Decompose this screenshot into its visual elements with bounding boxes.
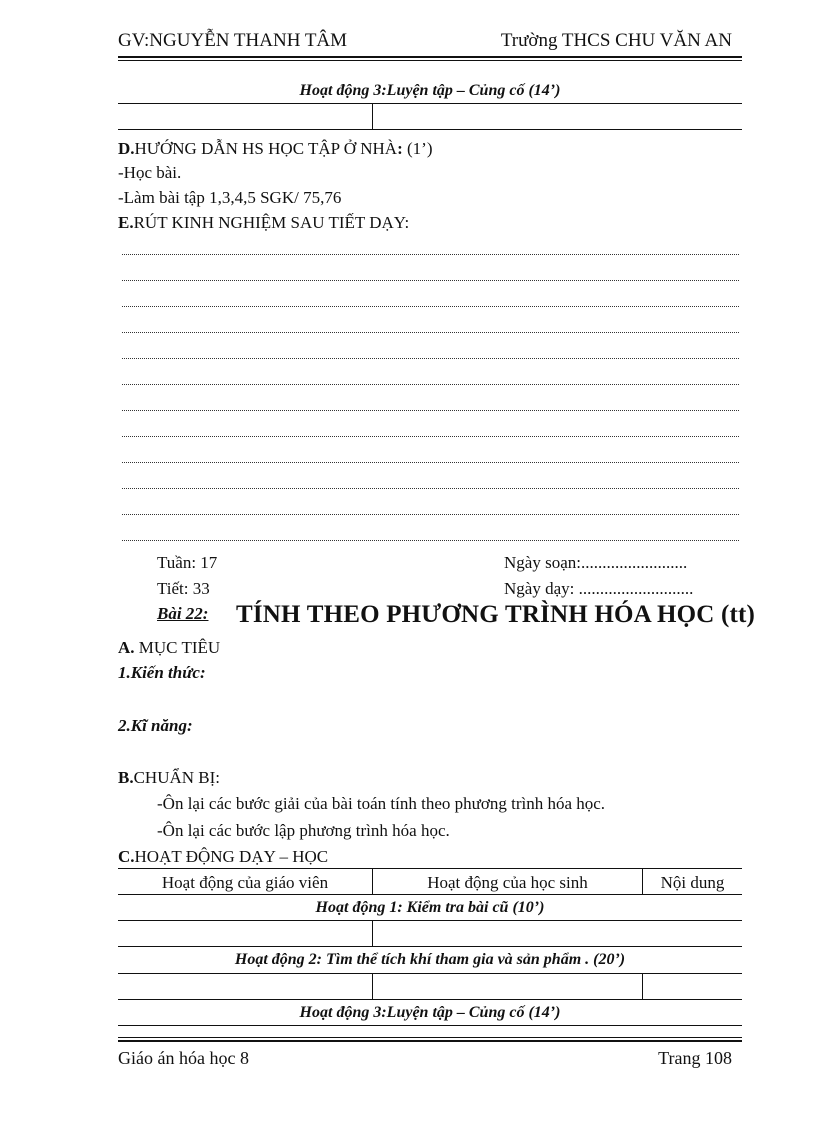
prep-date: Ngày soạn:......................... [504, 553, 688, 572]
dotted-line [122, 254, 739, 255]
section-e-letter: E. [118, 213, 134, 232]
header-rule-thick [118, 56, 742, 58]
header-rule-thin [118, 60, 742, 61]
dotted-line [122, 436, 739, 437]
dotted-line [122, 280, 739, 281]
dotted-line [122, 462, 739, 463]
section-d-colon: : [397, 139, 403, 158]
footer-rule-thin [118, 1037, 742, 1038]
table-rule [118, 920, 742, 921]
teach-date: Ngày dạy: ........................... [504, 579, 694, 598]
header-teacher: GV:NGUYỄN THANH TÂM [118, 30, 348, 51]
dotted-line [122, 514, 739, 515]
table-col-divider [372, 103, 373, 130]
section-b-text: CHUẨN BỊ: [133, 768, 221, 787]
top-activity3-row: Hoạt động 3:Luyện tập – Củng cố (14’) [299, 82, 561, 99]
section-b-letter: B. [118, 768, 134, 787]
section-c-letter: C. [118, 847, 135, 866]
activity3-row: Hoạt động 3:Luyện tập – Củng cố (14’) [299, 1004, 561, 1021]
header-school: Trường THCS CHU VĂN AN [500, 30, 732, 51]
section-d-heading [118, 137, 432, 161]
table-rule [118, 946, 742, 947]
section-b-heading [118, 766, 220, 790]
table-col-divider [372, 973, 373, 1000]
table-rule [118, 129, 742, 130]
section-c-text: HOẠT ĐỘNG DẠY – HỌC [134, 847, 329, 866]
dotted-line [122, 384, 739, 385]
period: Tiết: 33 [157, 579, 210, 598]
lesson-title: TÍNH THEO PHƯƠNG TRÌNH HÓA HỌC (tt) [236, 601, 756, 628]
section-d-item: -Học bài. [118, 163, 182, 182]
dotted-line [122, 358, 739, 359]
table-bottom-border [118, 1025, 742, 1026]
dotted-line [122, 540, 739, 541]
section-d-item: -Làm bài tập 1,3,4,5 SGK/ 75,76 [118, 188, 342, 207]
table-col-divider [372, 868, 373, 895]
dotted-line [122, 332, 739, 333]
lesson-number: Bài 22: [157, 604, 209, 623]
col-teacher: Hoạt động của giáo viên [161, 873, 329, 892]
section-d-time: (1’) [402, 139, 433, 158]
table-rule [118, 894, 742, 895]
section-e-text: RÚT KINH NGHIỆM SAU TIẾT DẠY: [133, 213, 410, 232]
activity2-row: Hoạt động 2: Tìm thể tích khí tham gia và sản phẩm . (20’) [234, 951, 626, 968]
footer-page: Trang 108 [658, 1048, 732, 1068]
dotted-line [122, 410, 739, 411]
dotted-line [122, 306, 739, 307]
week: Tuần: 17 [157, 553, 218, 572]
section-a-text: MỤC TIÊU [134, 638, 221, 657]
section-d-text: HƯỚNG DẪN HS HỌC TẬP Ở NHÀ [134, 139, 398, 158]
table-col-divider [372, 920, 373, 947]
section-c-heading [118, 845, 328, 869]
section-b-item: -Ôn lại các bước giải của bài toán tính theo phương trình hóa học. [157, 794, 606, 813]
section-e-heading [118, 211, 409, 235]
table-rule [118, 999, 742, 1000]
col-content: Nội dung [660, 873, 725, 892]
table-rule [118, 103, 742, 104]
table-col-divider [642, 973, 643, 1000]
section-a-skills: 2.Kĩ năng: [118, 716, 193, 735]
activity1-row: Hoạt động 1: Kiểm tra bài cũ (10’) [315, 899, 545, 916]
footer-rule-thick [118, 1040, 742, 1042]
section-a-letter: A. [118, 638, 135, 657]
col-student: Hoạt động của học sinh [427, 873, 588, 892]
dotted-line [122, 488, 739, 489]
section-a-heading [118, 636, 220, 660]
section-d-letter: D. [118, 139, 135, 158]
table-top-border [118, 868, 742, 869]
section-a-knowledge: 1.Kiến thức: [118, 663, 206, 682]
table-col-divider [642, 868, 643, 895]
table-rule [118, 973, 742, 974]
footer-doc: Giáo án hóa học 8 [118, 1048, 249, 1068]
section-b-item: -Ôn lại các bước lập phương trình hóa học. [157, 821, 450, 840]
